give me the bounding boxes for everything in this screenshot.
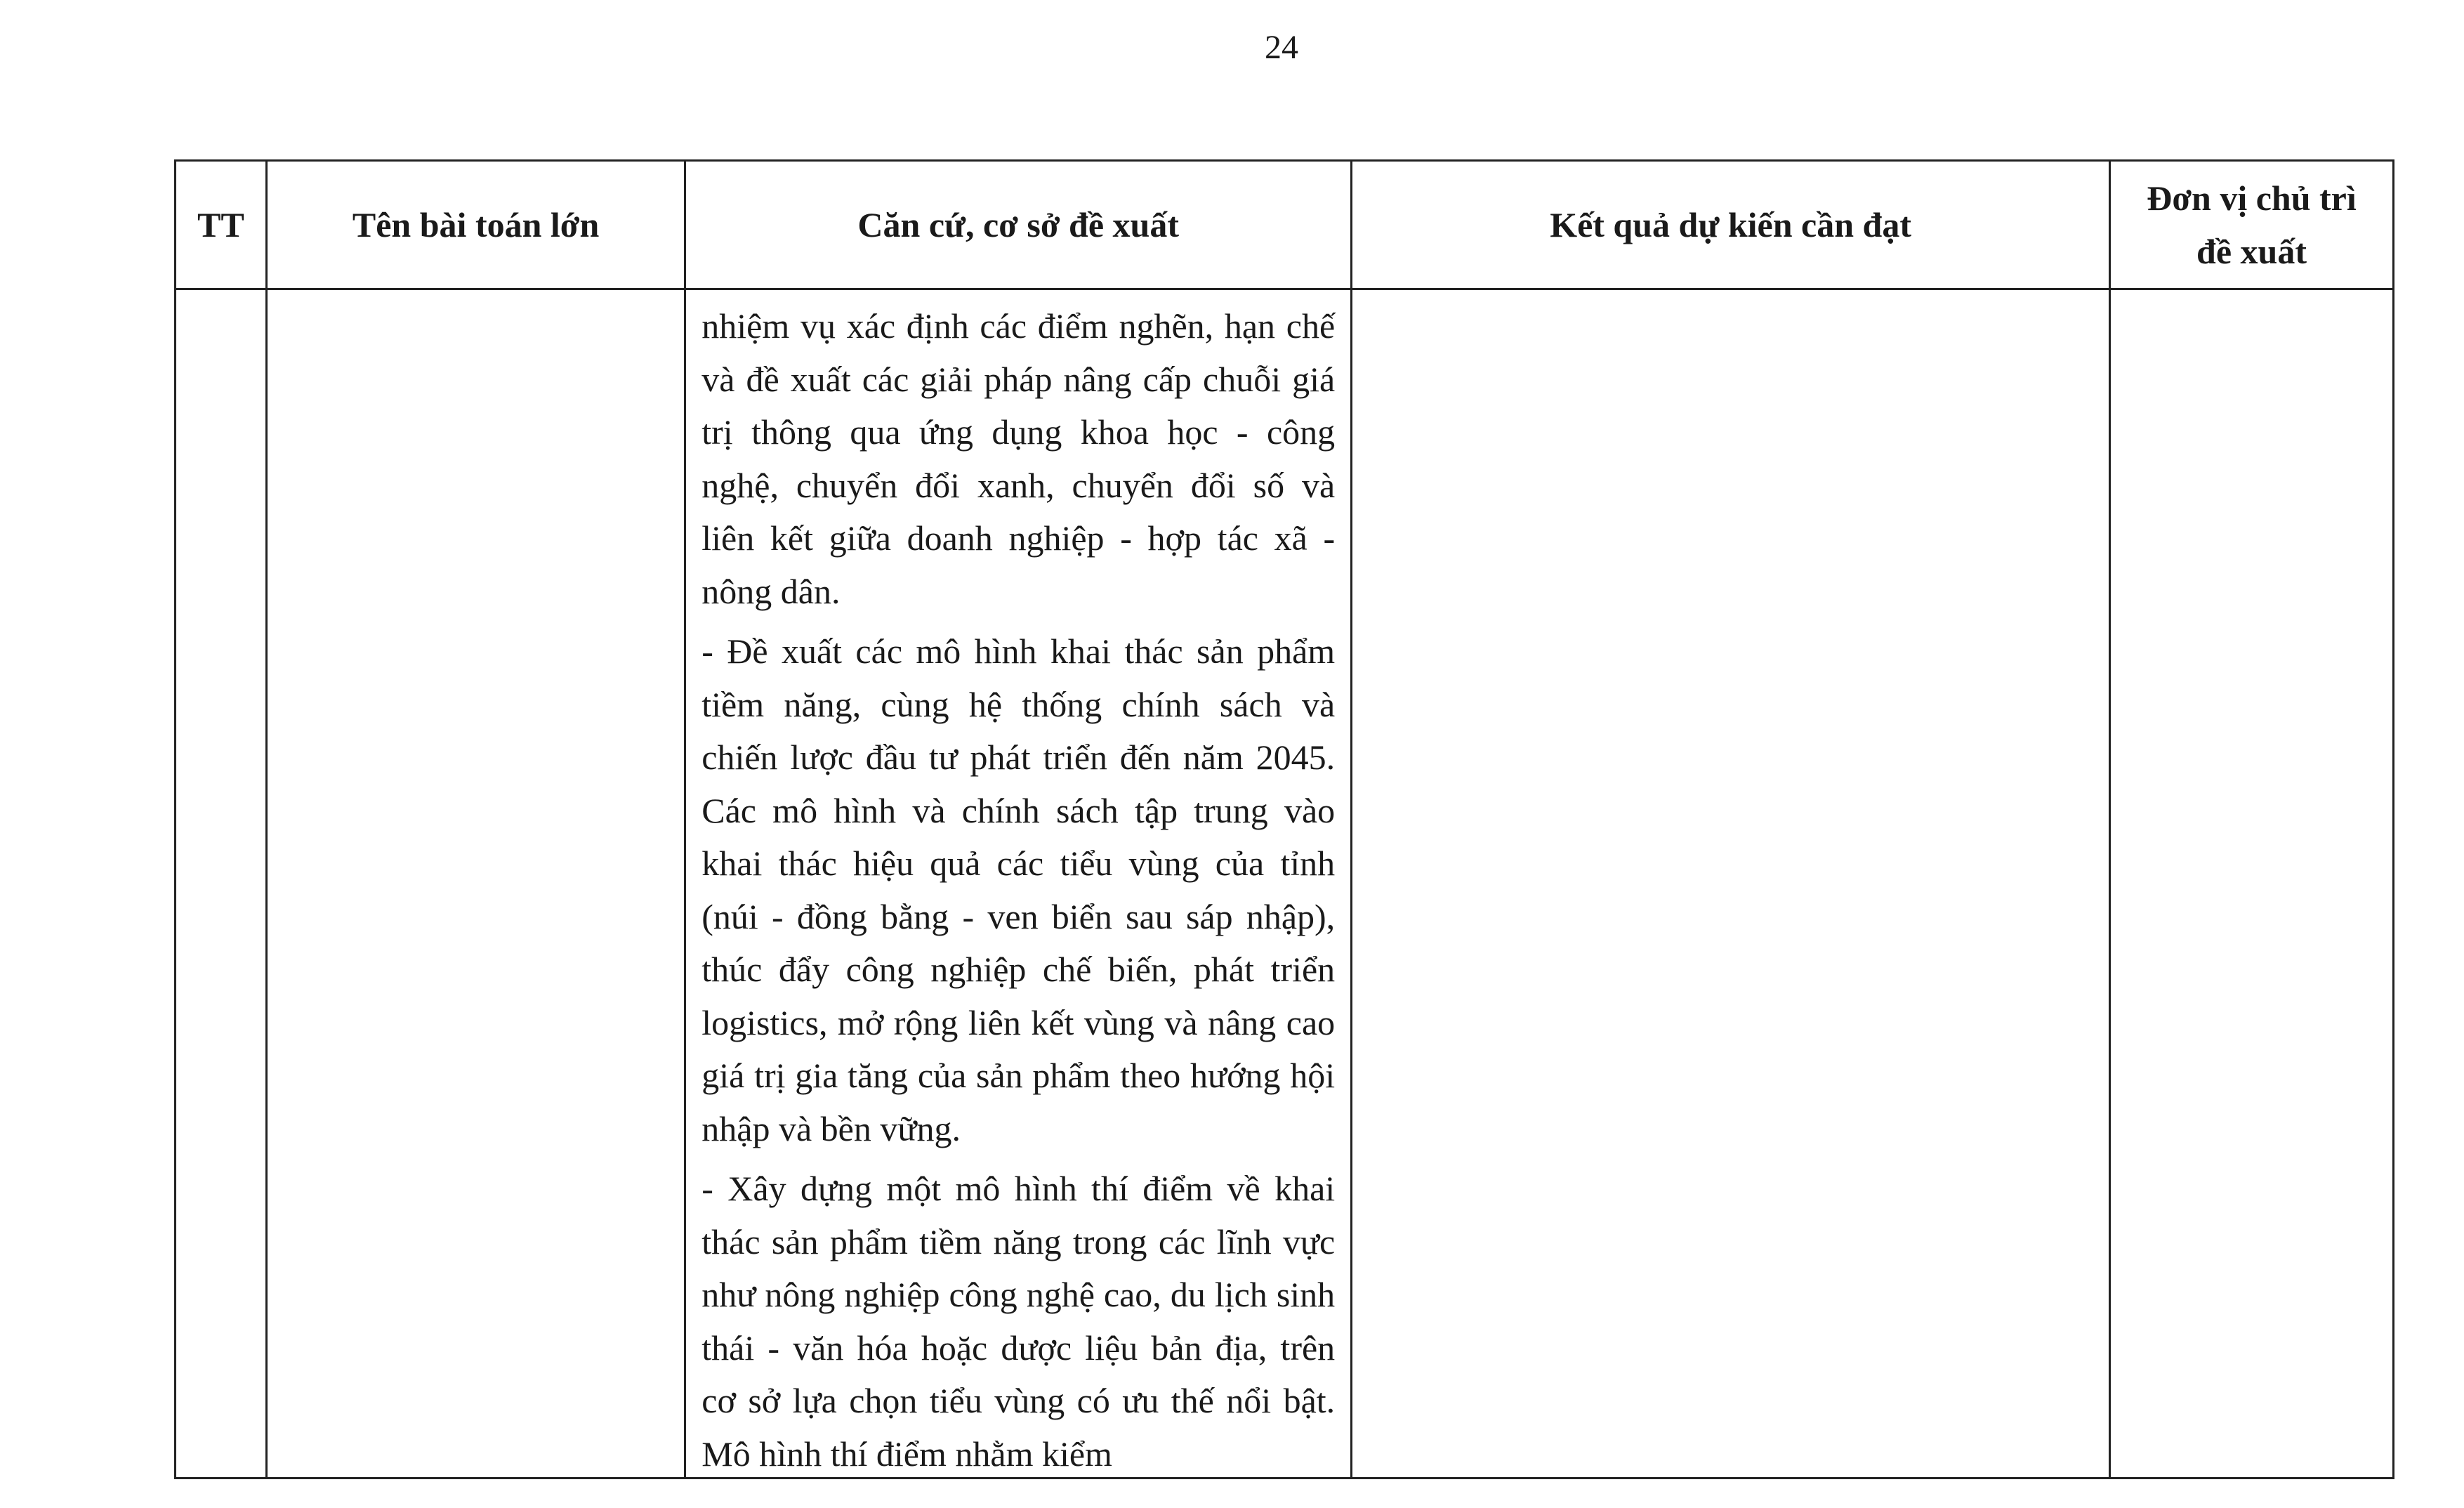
cell-basis (685, 289, 1352, 1479)
table-row (176, 289, 2394, 1479)
basis-paragraph: - Xây dựng một mô hình thí điểm về khai thác sản phẩm tiềm năng trong các lĩnh vực như nông nghiệp công nghệ cao, du lịch sinh thái - văn hóa hoặc dược liệu bản địa, trên cơ sở lựa chọn tiểu vùng có ưu thế nổi bật. Mô hình thí điểm nhằm kiểm (701, 1169, 1336, 1474)
basis-text (686, 290, 1350, 1477)
header-expected-results: Kết quả dự kiến cần đạt (1352, 161, 2110, 289)
header-problem-name: Tên bài toán lớn (266, 161, 685, 289)
cell-tt (176, 289, 267, 1479)
header-lead-unit-line1: Đơn vị chủ trì (2147, 178, 2357, 218)
header-lead-unit-line2: đề xuất (2196, 232, 2307, 271)
cell-lead-unit (2110, 289, 2394, 1479)
cell-problem-name (266, 289, 685, 1479)
basis-paragraph: nhiệm vụ xác định các điểm nghẽn, hạn chế và đề xuất các giải pháp nâng cấp chuỗi giá trị thông qua ứng dụng khoa học - công nghệ, chuyển đổi xanh, chuyển đổi số và liên kết giữa doanh nghiệp - hợp tác xã - nông dân. (701, 306, 1336, 611)
proposal-table (174, 159, 2394, 1479)
header-lead-unit (2110, 161, 2394, 289)
page-number: 24 (1265, 29, 1298, 66)
header-basis: Căn cứ, cơ sở đề xuất (685, 161, 1352, 289)
cell-expected-results (1352, 289, 2110, 1479)
header-tt: TT (176, 161, 267, 289)
basis-paragraph: - Đề xuất các mô hình khai thác sản phẩm tiềm năng, cùng hệ thống chính sách và chiến lược đầu tư phát triển đến năm 2045. Các mô hình và chính sách tập trung vào khai thác hiệu quả các tiểu vùng của tỉnh (núi - đồng bằng - ven biển sau sáp nhập), thúc đẩy công nghiệp chế biến, phát triển logistics, mở rộng liên kết vùng và nâng cao giá trị gia tăng của sản phẩm theo hướng hội nhập và bền vững. (701, 631, 1336, 1148)
table-header-row (176, 161, 2394, 289)
